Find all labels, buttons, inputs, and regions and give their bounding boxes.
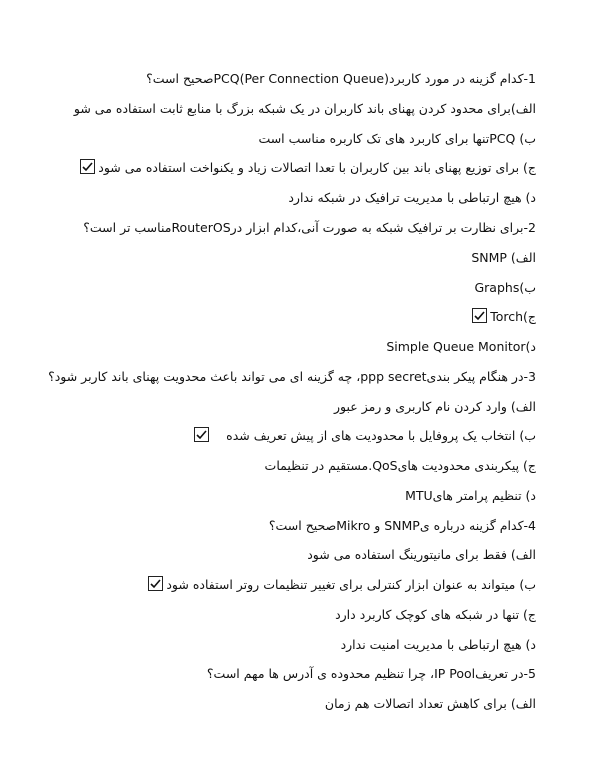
- check-icon: [194, 427, 209, 442]
- question-5: [40, 665, 536, 683]
- option-4d: [40, 636, 536, 654]
- question-2-text: 2-برای نظارت بر ترافیک شبکه به صورت آنی،کدام ابزار درRouterOSمناسب تر است؟: [83, 220, 536, 235]
- option-4a: [40, 546, 536, 564]
- question-5-text: 5-در تعریفIP Pool، چرا تنظیم محدوده ی آدرس ها مهم است؟: [206, 666, 536, 681]
- option-2d-text: د)Simple Queue Monitor: [386, 339, 536, 354]
- option-4c: [40, 606, 536, 624]
- option-1a: [40, 100, 536, 118]
- option-3c: [40, 457, 536, 475]
- question-3-text: 3-در هنگام پیکر بندیppp secret، چه گزینه ای می تواند باعث محدویت پهنای باند کاربر شود؟: [48, 369, 536, 384]
- option-1a-text: الف)برای محدود کردن پهنای باند کاربران در یک شبکه بزرگ با منابع ثابت استفاده می شو: [73, 101, 536, 116]
- question-3: [40, 368, 536, 386]
- option-3d: [40, 487, 536, 505]
- option-3b: [40, 427, 536, 445]
- option-1b-text: ب) PCQتنها برای کاربرد های تک کاربره مناسب است: [258, 131, 536, 146]
- option-1b: [40, 130, 536, 148]
- option-4d-text: د) هیچ ارتباطی با مدیریت امنیت ندارد: [340, 637, 536, 652]
- option-3b-text: ب) انتخاب یک پروفایل با محدودیت های از پیش تعریف شده: [226, 428, 536, 443]
- option-2b-text: ب)Graphs: [474, 280, 536, 295]
- option-3a-text: الف) وارد کردن نام کاربری و رمز عبور: [334, 399, 536, 414]
- option-2c: [40, 308, 536, 326]
- option-2b: [40, 279, 536, 297]
- option-4b-text: ب) میتواند به عنوان ابزار کنترلی برای تغییر تنظیمات روتر استفاده شود: [166, 577, 536, 592]
- option-5a-text: الف) برای کاهش تعداد اتصالات هم زمان: [324, 696, 536, 711]
- option-1c-text: ج) برای توزیع پهنای باند بین کاربران با تعدا اتصالات زیاد و یکنواخت استفاده می شود: [98, 160, 536, 175]
- question-4-text: 4-کدام گزینه درباره یSNMP و Mikroصحیح است؟: [268, 518, 536, 533]
- question-2: [40, 219, 536, 237]
- check-icon: [472, 308, 487, 323]
- option-5a: [40, 695, 536, 713]
- check-icon: [80, 159, 95, 174]
- option-3d-text: د) تنظیم پرامتر هایMTU: [405, 488, 536, 503]
- option-1d: [40, 189, 536, 207]
- question-1-text: 1-کدام گزینه در مورد کاربردPCQ(Per Connection Queue)صحیح است؟: [146, 71, 536, 86]
- question-1: [40, 70, 536, 88]
- option-4c-text: ج) تنها در شبکه های کوچک کاربرد دارد: [335, 607, 536, 622]
- option-3a: [40, 398, 536, 416]
- question-4: [40, 517, 536, 535]
- option-2d: [40, 338, 536, 356]
- option-1c: [40, 159, 536, 177]
- option-4b: [40, 576, 536, 594]
- option-2a: [40, 249, 536, 267]
- option-1d-text: د) هیچ ارتباطی با مدیریت ترافیک در شبکه ندارد: [288, 190, 536, 205]
- option-4a-text: الف) فقط برای مانیتورینگ استفاده می شود: [307, 547, 536, 562]
- check-icon: [148, 576, 163, 591]
- option-3c-text: ج) پیکربندی محدودیت هایQoS.مستقیم در تنظیمات: [264, 458, 536, 473]
- option-2c-text: ج)Torch: [490, 309, 536, 324]
- option-2a-text: الف) SNMP: [471, 250, 536, 265]
